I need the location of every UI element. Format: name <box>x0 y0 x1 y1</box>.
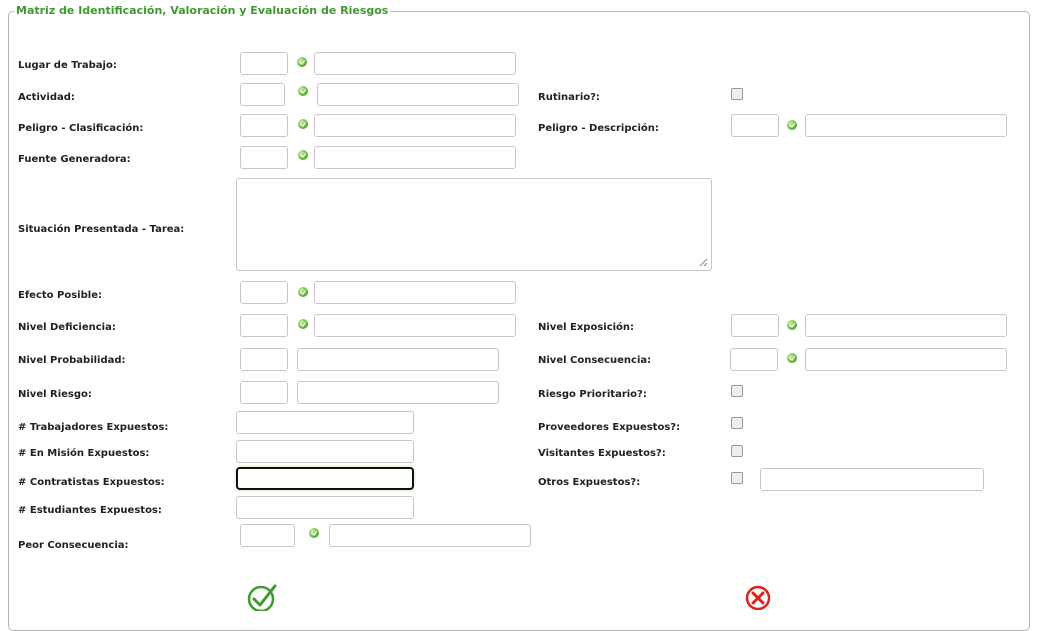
nivel-consecuencia-name-input[interactable] <box>805 348 1007 371</box>
label-nivel-consecuencia: Nivel Consecuencia: <box>538 355 652 366</box>
efecto-posible-name-input[interactable] <box>314 281 516 304</box>
x-circle-icon <box>744 584 772 610</box>
peor-consecuencia-lookup-icon[interactable] <box>309 528 319 538</box>
lugar-trabajo-lookup-icon[interactable] <box>297 57 307 67</box>
fuente-generadora-code-input[interactable] <box>240 146 288 169</box>
label-contratistas-expuestos: # Contratistas Expuestos: <box>18 477 165 488</box>
label-nivel-deficiencia: Nivel Deficiencia: <box>18 322 116 333</box>
label-en-mision-expuestos: # En Misión Expuestos: <box>18 448 150 459</box>
nivel-riesgo-name-input[interactable] <box>297 381 499 404</box>
peligro-clasificacion-lookup-icon[interactable] <box>298 119 308 129</box>
label-rutinario: Rutinario?: <box>538 92 600 103</box>
contratistas-expuestos-input[interactable] <box>236 467 414 490</box>
label-nivel-exposicion: Nivel Exposición: <box>538 322 635 333</box>
label-proveedores-expuestos: Proveedores Expuestos?: <box>538 422 681 433</box>
label-efecto-posible: Efecto Posible: <box>18 290 102 301</box>
label-actividad: Actividad: <box>18 92 75 103</box>
label-peligro-descripcion: Peligro - Descripción: <box>538 123 659 134</box>
actividad-name-input[interactable] <box>317 83 519 106</box>
label-peor-consecuencia: Peor Consecuencia: <box>18 540 129 551</box>
trabajadores-expuestos-input[interactable] <box>236 411 414 434</box>
nivel-deficiencia-code-input[interactable] <box>240 314 288 337</box>
label-visitantes-expuestos: Visitantes Expuestos?: <box>538 448 666 459</box>
otros-expuestos-input[interactable] <box>760 468 984 491</box>
nivel-consecuencia-lookup-icon[interactable] <box>787 353 797 363</box>
label-trabajadores-expuestos: # Trabajadores Expuestos: <box>18 422 169 433</box>
situacion-presentada-textarea[interactable] <box>236 178 712 271</box>
nivel-deficiencia-name-input[interactable] <box>314 314 516 337</box>
visitantes-expuestos-checkbox[interactable] <box>731 445 743 457</box>
fuente-generadora-lookup-icon[interactable] <box>298 150 308 160</box>
rutinario-checkbox[interactable] <box>731 88 743 100</box>
estudiantes-expuestos-input[interactable] <box>236 496 414 519</box>
label-fuente-generadora: Fuente Generadora: <box>18 154 131 165</box>
label-peligro-clasificacion: Peligro - Clasificación: <box>18 123 144 134</box>
nivel-exposicion-code-input[interactable] <box>731 314 779 337</box>
peligro-clasificacion-name-input[interactable] <box>314 114 516 137</box>
label-lugar-trabajo: Lugar de Trabajo: <box>18 60 117 71</box>
actividad-lookup-icon[interactable] <box>298 86 308 96</box>
nivel-exposicion-name-input[interactable] <box>805 314 1007 337</box>
label-estudiantes-expuestos: # Estudiantes Expuestos: <box>18 505 162 516</box>
en-mision-expuestos-input[interactable] <box>236 440 414 463</box>
efecto-posible-lookup-icon[interactable] <box>298 287 308 297</box>
nivel-exposicion-lookup-icon[interactable] <box>787 320 797 330</box>
proveedores-expuestos-checkbox[interactable] <box>731 417 743 429</box>
peor-consecuencia-code-input[interactable] <box>240 524 295 547</box>
peligro-descripcion-lookup-icon[interactable] <box>787 120 797 130</box>
label-riesgo-prioritario: Riesgo Prioritario?: <box>538 389 647 400</box>
nivel-probabilidad-name-input[interactable] <box>297 348 499 371</box>
label-situacion-presentada: Situación Presentada - Tarea: <box>18 224 185 235</box>
fuente-generadora-name-input[interactable] <box>314 146 516 169</box>
label-nivel-probabilidad: Nivel Probabilidad: <box>18 355 126 366</box>
otros-expuestos-checkbox[interactable] <box>731 472 743 484</box>
label-nivel-riesgo: Nivel Riesgo: <box>18 389 92 400</box>
cancel-button[interactable] <box>744 584 772 610</box>
peligro-descripcion-code-input[interactable] <box>731 114 779 137</box>
peligro-descripcion-name-input[interactable] <box>805 114 1007 137</box>
lugar-trabajo-code-input[interactable] <box>240 52 288 75</box>
lugar-trabajo-name-input[interactable] <box>314 52 516 75</box>
label-otros-expuestos: Otros Expuestos?: <box>538 477 641 488</box>
resize-grip-icon[interactable] <box>699 258 708 267</box>
actividad-code-input[interactable] <box>240 83 285 106</box>
nivel-probabilidad-code-input[interactable] <box>240 348 288 371</box>
riesgo-prioritario-checkbox[interactable] <box>731 385 743 397</box>
peligro-clasificacion-code-input[interactable] <box>240 114 288 137</box>
nivel-riesgo-code-input[interactable] <box>240 381 288 404</box>
nivel-consecuencia-code-input[interactable] <box>730 348 778 371</box>
form-legend: Matriz de Identificación, Valoración y Evaluación de Riesgos <box>16 4 389 17</box>
peor-consecuencia-name-input[interactable] <box>329 524 531 547</box>
nivel-deficiencia-lookup-icon[interactable] <box>298 319 308 329</box>
efecto-posible-code-input[interactable] <box>240 281 288 304</box>
